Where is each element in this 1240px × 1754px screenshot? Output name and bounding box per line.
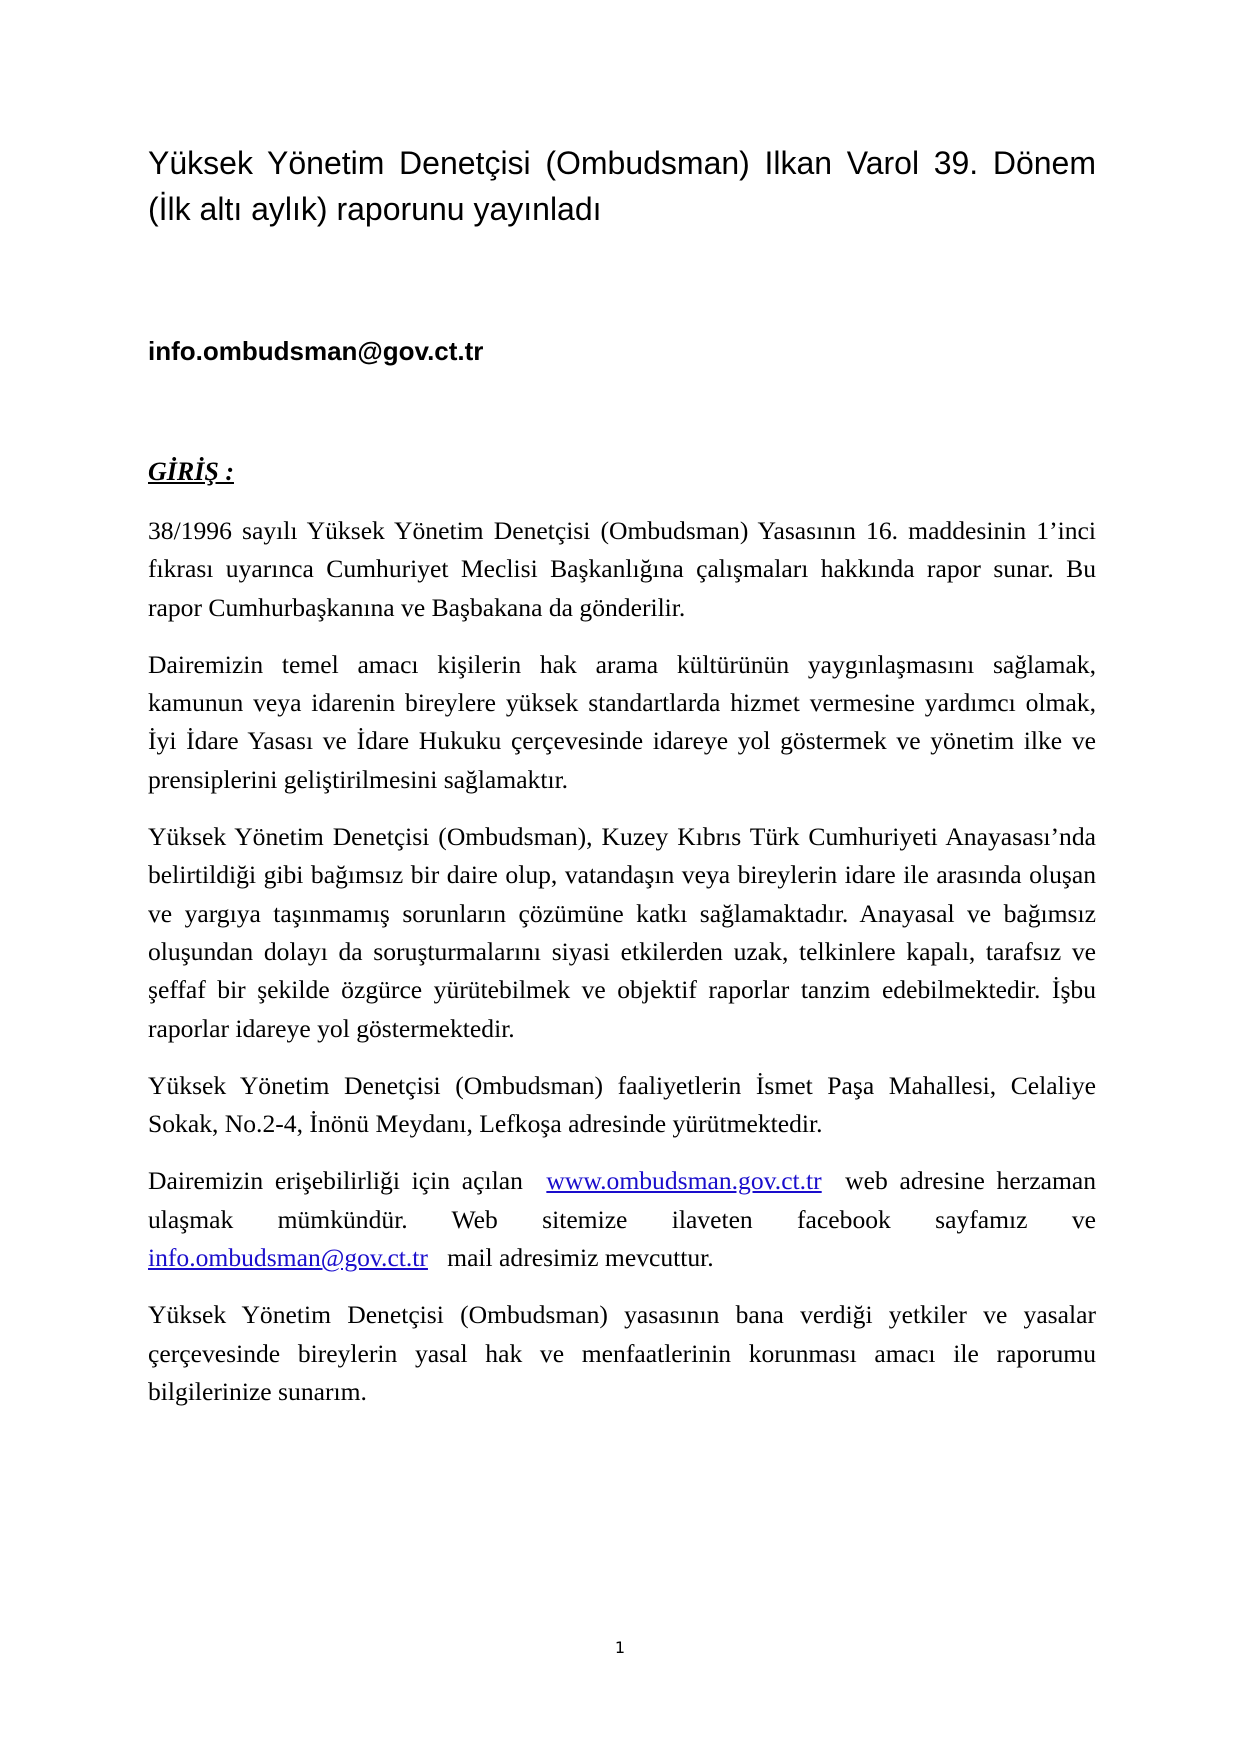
access-text-part3: mail adresimiz mevcuttur. — [447, 1243, 714, 1273]
paragraph-access — [148, 1162, 1096, 1277]
paragraph-report-basis: 38/1996 sayılı Yüksek Yönetim Denetçisi (Ombudsman) Yasasının 16. maddesinin 1’inci fıkrası uyarınca Cumhuriyet Meclisi Başkanlığına çalışmaları hakkında rapor sunar. Bu rapor Cumhurbaşkanına ve Başbakana da gönderilir. — [148, 516, 1096, 622]
contact-email: info.ombudsman@gov.ct.tr — [148, 336, 484, 366]
email-link[interactable]: info.ombudsman@gov.ct.tr — [148, 1243, 428, 1273]
document-body — [148, 512, 1096, 1430]
website-link[interactable]: www.ombudsman.gov.ct.tr — [546, 1166, 822, 1196]
section-heading-giris: GİRİŞ : — [148, 457, 234, 486]
access-text-part2: web adresine herzaman ulaşmak mümkündür. Web sitemize ilaveten facebook sayfamız ve — [148, 1166, 1097, 1234]
paragraph-independence: Yüksek Yönetim Denetçisi (Ombudsman), Kuzey Kıbrıs Türk Cumhuriyeti Anayasası’nda belirtildiği gibi bağımsız bir daire olup, vatandaşın veya bireylerin idare ile arasında oluşan ve yargıya taşınmamış sorunların çözümüne katkı sağlamaktadır. Anayasal ve bağımsız oluşundan dolayı da soruşturmalarını siyasi etkilerden uzak, telkinlere kapalı, tarafsız ve şeffaf bir şekilde özgürce yürütebilmek ve objektif raporlar tanzim edebilmektedir. İşbu raporlar idareye yol göstermektedir. — [148, 822, 1096, 1043]
document-title: Yüksek Yönetim Denetçisi (Ombudsman) Ilkan Varol 39. Dönem (İlk altı aylık) raporunu yayınladı — [148, 145, 1096, 227]
access-text-part1: Dairemizin erişebilirliği için açılan — [148, 1166, 523, 1196]
paragraph-address: Yüksek Yönetim Denetçisi (Ombudsman) faaliyetlerin İsmet Paşa Mahallesi, Celaliye Sokak, No.2-4, İnönü Meydanı, Lefkoşa adresinde yürütmektedir. — [148, 1070, 1096, 1139]
paragraph-closing: Yüksek Yönetim Denetçisi (Ombudsman) yasasının bana verdiği yetkiler ve yasalar çerçevesinde bireylerin yasal hak ve menfaatlerinin korunması amacı ile raporumu bilgilerinize sunarım. — [148, 1300, 1096, 1406]
page-number: 1 — [614, 1638, 626, 1657]
paragraph-main-purpose: Dairemizin temel amacı kişilerin hak arama kültürünün yaygınlaşmasını sağlamak, kamunun veya idarenin bireylere yüksek standartlarda hizmet vermesine yardımcı olmak, İyi İdare Yasası ve İdare Hukuku çerçevesinde idareye yol göstermek ve yönetim ilke ve prensiplerini geliştirilmesini sağlamaktır. — [148, 649, 1096, 794]
